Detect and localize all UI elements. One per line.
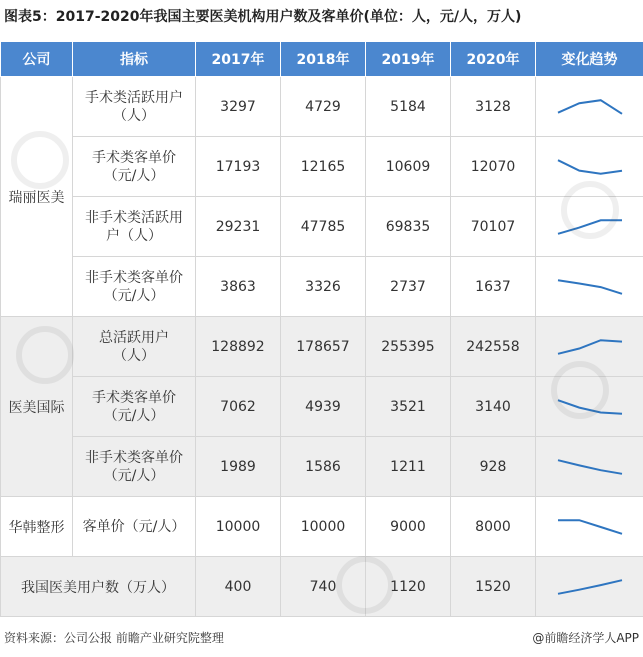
value-2019: 2737 (366, 257, 451, 317)
company-cell-national: 我国医美用户数（万人） (1, 557, 196, 617)
indicator-cell (73, 377, 196, 437)
sparkline-path (558, 100, 622, 114)
header-indicator: 指标 (73, 42, 196, 77)
value-2019: 1211 (366, 437, 451, 497)
value-2019: 3521 (366, 377, 451, 437)
value-2018: 4939 (281, 377, 366, 437)
trend-cell (536, 77, 643, 137)
sparkline-path (558, 460, 622, 474)
header-row (1, 42, 643, 77)
indicator-line2: （人） (113, 107, 155, 124)
value-2020: 3128 (451, 77, 536, 137)
company-cell-yimei: 医美国际 (1, 317, 73, 497)
value-2019: 10609 (366, 137, 451, 197)
value-2019: 9000 (366, 497, 451, 557)
trend-cell (536, 377, 643, 437)
indicator-cell (73, 437, 196, 497)
header-2019: 2019年 (366, 42, 451, 77)
indicator-line1: 手术类客单价 (92, 389, 176, 406)
indicator-line1: 非手术类客单价 (85, 449, 183, 466)
table-row (1, 257, 643, 317)
value-2020: 928 (451, 437, 536, 497)
header-company: 公司 (1, 42, 73, 77)
sparkline (554, 208, 626, 246)
header-trend: 变化趋势 (536, 42, 643, 77)
table-row (1, 317, 643, 377)
table-row (1, 197, 643, 257)
indicator-line2: （元/人） (103, 407, 165, 424)
sparkline-path (558, 280, 622, 294)
value-2020: 3140 (451, 377, 536, 437)
value-2018: 1586 (281, 437, 366, 497)
value-2018: 4729 (281, 77, 366, 137)
value-2018: 3326 (281, 257, 366, 317)
source-note: 资料来源：公司公报 前瞻产业研究院整理 (4, 631, 224, 645)
indicator-line2: （元/人） (103, 287, 165, 304)
indicator-cell (73, 497, 196, 557)
trend-cell (536, 317, 643, 377)
indicator-line1: 手术类客单价 (92, 149, 176, 166)
sparkline (554, 148, 626, 186)
trend-cell (536, 197, 643, 257)
indicator-cell (73, 197, 196, 257)
value-2018: 10000 (281, 497, 366, 557)
header-2018: 2018年 (281, 42, 366, 77)
sparkline-path (558, 580, 622, 594)
sparkline (554, 448, 626, 486)
value-2019: 255395 (366, 317, 451, 377)
table-row (1, 377, 643, 437)
indicator-line1: 手术类活跃用户 (85, 89, 183, 106)
header-2017: 2017年 (196, 42, 281, 77)
sparkline-path (558, 220, 622, 234)
indicator-cell (73, 137, 196, 197)
header-2020: 2020年 (451, 42, 536, 77)
sparkline (554, 568, 626, 606)
value-2017: 3297 (196, 77, 281, 137)
value-2019: 5184 (366, 77, 451, 137)
indicator-line2: （元/人） (103, 467, 165, 484)
trend-cell (536, 137, 643, 197)
indicator-line2: 户（人） (106, 227, 162, 244)
trend-cell (536, 497, 643, 557)
table-row (1, 137, 643, 197)
value-2018: 47785 (281, 197, 366, 257)
trend-cell (536, 257, 643, 317)
value-2018: 740 (281, 557, 366, 617)
sparkline (554, 508, 626, 546)
value-2020: 8000 (451, 497, 536, 557)
value-2017: 29231 (196, 197, 281, 257)
table-row (1, 557, 643, 617)
value-2020: 70107 (451, 197, 536, 257)
indicator-line1: 总活跃用户 (99, 329, 169, 346)
indicator-line1: 客单价（元/人） (82, 518, 186, 535)
value-2017: 10000 (196, 497, 281, 557)
value-2019: 69835 (366, 197, 451, 257)
data-table (0, 41, 643, 617)
sparkline (554, 388, 626, 426)
value-2017: 128892 (196, 317, 281, 377)
value-2018: 178657 (281, 317, 366, 377)
credit-note: @前瞻经济学人APP (532, 631, 639, 645)
value-2020: 12070 (451, 137, 536, 197)
value-2020: 242558 (451, 317, 536, 377)
value-2017: 17193 (196, 137, 281, 197)
trend-cell (536, 437, 643, 497)
sparkline-path (558, 160, 622, 174)
indicator-line2: （人） (113, 347, 155, 364)
indicator-cell (73, 77, 196, 137)
value-2018: 12165 (281, 137, 366, 197)
table-row (1, 77, 643, 137)
indicator-line1: 非手术类客单价 (85, 269, 183, 286)
value-2019: 1120 (366, 557, 451, 617)
sparkline-path (558, 340, 622, 354)
figure-title: 图表5：2017-2020年我国主要医美机构用户数及客单价(单位：人，元/人，万人) (4, 9, 522, 25)
company-cell-ruili: 瑞丽医美 (1, 77, 73, 317)
value-2020: 1520 (451, 557, 536, 617)
value-2017: 400 (196, 557, 281, 617)
sparkline (554, 328, 626, 366)
sparkline (554, 268, 626, 306)
indicator-line1: 非手术类活跃用 (85, 209, 183, 226)
indicator-cell (73, 317, 196, 377)
sparkline-path (558, 520, 622, 534)
sparkline-path (558, 400, 622, 414)
indicator-cell (73, 257, 196, 317)
sparkline (554, 88, 626, 126)
value-2017: 3863 (196, 257, 281, 317)
table-row (1, 437, 643, 497)
value-2017: 1989 (196, 437, 281, 497)
trend-cell (536, 557, 643, 617)
value-2017: 7062 (196, 377, 281, 437)
company-cell-huahan: 华韩整形 (1, 497, 73, 557)
indicator-line2: （元/人） (103, 167, 165, 184)
value-2020: 1637 (451, 257, 536, 317)
table-row (1, 497, 643, 557)
